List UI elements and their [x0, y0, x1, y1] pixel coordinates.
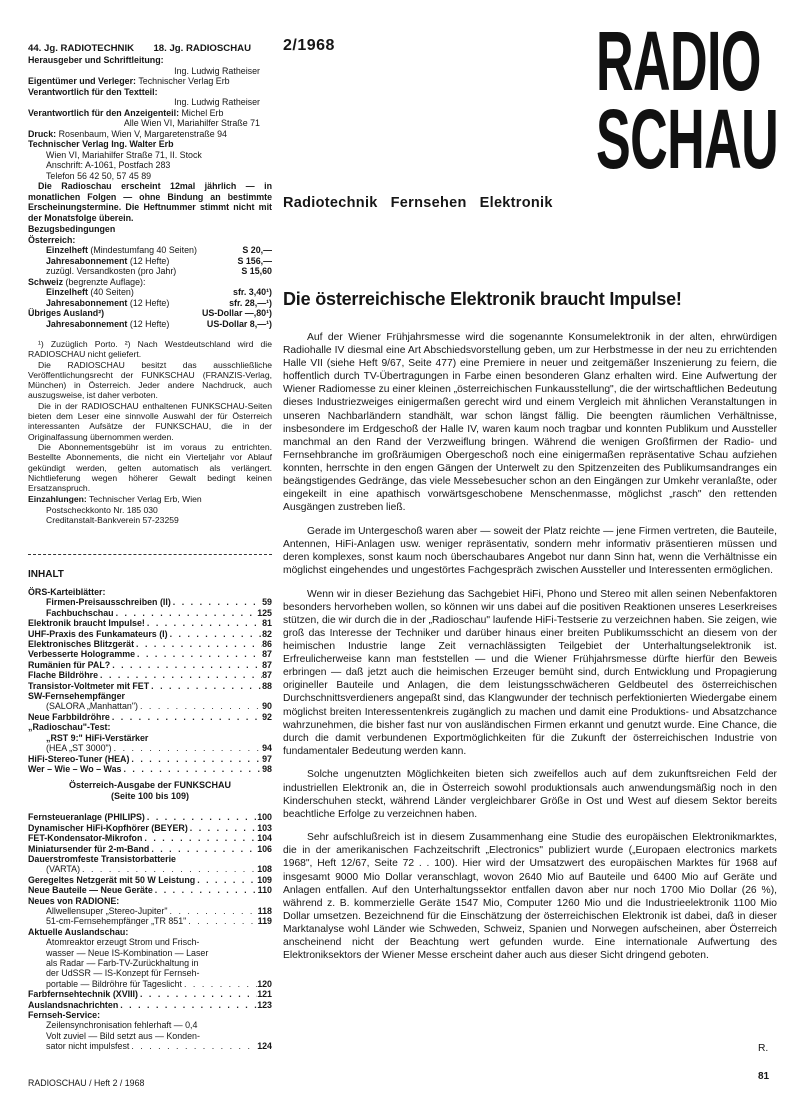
toc-entry: Dauerstromfeste Transistorbatterie [28, 853, 176, 864]
price-value: sfr. 3,40¹) [233, 287, 272, 297]
funkschau-heading-range: (Seite 100 bis 109) [110, 791, 190, 802]
toc-page: 82 [262, 628, 272, 639]
toc-page: 81 [262, 618, 272, 629]
price-value: S 20,— [242, 245, 272, 255]
article-headline: Die österreichische Elektronik braucht Impulse! [283, 289, 682, 309]
price-label: Einzelheft [46, 245, 88, 255]
price-note: (12 Hefte) [129, 255, 170, 266]
payments-line: Postscheckkonto Nr. 185 030 [46, 504, 158, 515]
journal-volume-line [28, 43, 278, 54]
funkschau-heading-line: Österreich-Ausgabe der FUNKSCHAU [68, 780, 232, 791]
logo-schau: SCHAU [596, 92, 779, 186]
region-swiss: Schweiz [28, 276, 64, 287]
masthead-label: Druck: [28, 128, 57, 139]
toc-page: 124 [257, 1041, 272, 1052]
masthead-label: Herausgeber und Schriftleitung: [28, 55, 164, 65]
toc-entry: Neue Bauteile — Neue Geräte [28, 885, 153, 896]
toc-page: 109 [257, 874, 272, 885]
toc-page: 110 [257, 885, 272, 896]
toc-entry: Neue Farbbildröhre [28, 711, 110, 722]
publisher-name: Technischer Verlag Ing. Walter Erb [28, 139, 174, 149]
masthead-value: Technischer Verlag Erb [138, 76, 230, 86]
toc-entry-sub: (HEA „ST 3000") [46, 743, 112, 754]
toc-entry: SW-Fernsehempfänger [28, 691, 125, 702]
masthead-label: Verantwortlich für den Anzeigenteil: [28, 107, 180, 118]
payments-line: Creditanstalt-Bankverein 57-23259 [46, 515, 179, 526]
toc-entry-sub: Volt zuviel — Bild setzt aus — Konden- [46, 1030, 200, 1041]
toc-page: 86 [262, 639, 272, 650]
toc-page: 94 [262, 743, 272, 754]
price-note: (Mindestumfang 40 Seiten) [90, 245, 197, 255]
toc-section: Neues von RADIONE: [28, 895, 120, 906]
publisher-postbox: Anschrift: A-1061, Postfach 283 [46, 160, 171, 170]
toc-entry: Fernsteueranlage (PHILIPS) [28, 812, 145, 823]
footer-issue: RADIOSCHAU / Heft 2 / 1968 [28, 1078, 145, 1088]
toc-entry: Farbfernsehtechnik (XVIII) [28, 989, 138, 1000]
radioschau-logo [596, 14, 779, 212]
journal-left: 44. Jg. RADIOTECHNIK [28, 43, 135, 54]
toc-section: ÖRS-Karteiblätter: [28, 587, 106, 597]
article-paragraph: Solche ungenutzten Möglichkeiten bieten sich zweifellos auch auf dem zukunftsreichen Feld der industriellen Elektronik an, die in Österreich sowohl produktionsals auch anwendungsmäßig noch in den Kinderschuhen steckt, während Länder vergleichbarer Größe in Ost und West auf diesem Sektor bereits beachtliche Erfolge zu verzeichnen haben. [283, 769, 777, 820]
toc-page: 87 [262, 670, 272, 681]
price-value: S 156,— [237, 255, 272, 266]
footnote: Die RADIOSCHAU besitzt das ausschließliche Veröffentlichungsrecht der FUNKSCHAU (FRANZIS-Verlag, München) in Österreich. Jeder andere Nachdruck, auch auszugsweise, ist daher verboten. [28, 359, 272, 401]
masthead-value: Ing. Ludwig Ratheiser [174, 97, 260, 107]
toc-entry: FET-Kondensator-Mikrofon [28, 833, 143, 844]
masthead-value: Rosenbaum, Wien V, Margaretenstraße 94 [58, 128, 227, 139]
toc-page: 92 [262, 711, 272, 722]
footnote: ¹) Zuzüglich Porto. ²) Nach Westdeutschland wird die RADIOSCHAU nicht geliefert. [28, 339, 272, 360]
logo-radio: RADIO [596, 14, 761, 108]
subscription-terms [28, 224, 272, 329]
toc-page: 108 [257, 864, 272, 875]
masthead-label: Verantwortlich für den Textteil: [28, 86, 158, 97]
toc-page: 97 [262, 753, 272, 764]
toc-page: 104 [257, 833, 272, 844]
toc-entry: HiFi-Stereo-Tuner (HEA) [28, 753, 130, 764]
region-note: (begrenzte Auflage): [65, 276, 146, 287]
toc-entry: Elektronik braucht Impulse! [28, 618, 145, 629]
article-body [283, 331, 777, 962]
payments-value: Technischer Verlag Erb, Wien [88, 494, 202, 505]
publisher-address: Wien VI, Mariahilfer Straße 71, II. Stock [46, 149, 202, 160]
toc-entry-sub: sator nicht impulsfest [46, 1041, 130, 1052]
toc-entry: Flache Bildröhre [28, 670, 99, 681]
toc-page: 123 [257, 999, 272, 1010]
region-austria: Österreich: [28, 234, 76, 245]
toc-entry-sub: 51-cm-Fernsehempfänger „TR 851" [46, 916, 187, 927]
toc-entry-sub: wasser — Neue IS-Kombination — Laser [46, 947, 209, 958]
page-number: 81 [758, 1071, 770, 1082]
toc-entry: Firmen-Preisausschreiben (II) [46, 597, 171, 608]
toc-entry: Wer – Wie – Wo – Was [28, 763, 122, 774]
issue-number: 2/1968 [283, 37, 335, 54]
legal-notes [28, 339, 272, 525]
toc-section: Fernseh-Service: [28, 1010, 101, 1021]
price-value: sfr. 28,—¹) [229, 297, 272, 308]
publisher-phone: Telefon 56 42 50, 57 45 89 [46, 170, 152, 181]
region-abroad: Übriges Ausland²) [28, 308, 105, 318]
toc-entry: UHF-Praxis des Funkamateurs (I) [28, 628, 168, 639]
toc-page: 103 [257, 822, 272, 833]
publication-notice: Die Radioschau erscheint 12mal jährlich — in monatlichen Folgen — ohne Bindung an bestimmte Erscheinungstermine. Die Heftnummer stimmt nicht mit der Monatsfolge überein. [28, 181, 272, 223]
price-value: US-Dollar —,80¹) [201, 308, 272, 318]
funkschau-section-heading [28, 780, 272, 802]
toc-entry-sub: portable — Bildröhre für Tageslicht [46, 978, 182, 989]
toc-page: 100 [257, 812, 272, 823]
toc-section: „Radioschau"-Test: [28, 722, 111, 733]
toc-page: 98 [262, 763, 272, 774]
price-label: Jahresabonnement [46, 255, 128, 266]
toc-page: 119 [257, 916, 272, 927]
toc-entry: Verbesserte Hologramme [28, 649, 136, 660]
toc-page: 87 [262, 659, 272, 670]
toc-entry: Transistor-Voltmeter mit FET [28, 680, 150, 691]
price-label: zuzügl. Versandkosten (pro Jahr) [46, 266, 177, 276]
toc-page: 118 [257, 905, 272, 916]
toc-entry: Auslandsnachrichten [28, 999, 119, 1010]
masthead [28, 55, 272, 223]
payments-label: Einzahlungen: [28, 494, 87, 505]
toc-entry: Dynamischer HiFi-Kopfhörer (BEYER) [28, 822, 188, 833]
tagline: Radiotechnik Fernsehen Elektronik [283, 195, 553, 211]
table-of-contents [28, 569, 272, 1052]
toc-page: 125 [257, 607, 272, 618]
toc-page: 121 [257, 989, 272, 1000]
toc-page: 106 [257, 843, 272, 854]
toc-section: Aktuelle Auslandschau: [28, 926, 129, 937]
toc-page: 120 [257, 978, 272, 989]
article-paragraph: Wenn wir in dieser Beziehung das Sachgebiet HiFi, Phono und Stereo mit allen seinen Nebenfaktoren besonders hervorheben wollen, so können wir uns dabei auf die positiven Reaktionen unseres Leserkreises stützen, die wir durch die in der „Radioschau" laufende HiFi-Testserie zu verzeichnen haben. Sie zeigen, wie groß das Interesse der Techniker und darüber hinaus einer breiten Publikumsschicht an diesem von der heimischen Industrie lange Zeit vernachlässigten Teilgebiet der Unterhaltungselektronik ist. Erfreulicherweise kann man feststellen — und die Wiener Frühjahrsmesse dürfte hierfür den Beweis erbringen — daß jetzt auch die heimischen Erzeuger bemüht sind, durch Entwicklung und Propagierung origineller Bauteile und Anlagen, die dem leistungsschwächeren Geldbeutel des österreichischen Durchschnittsverdieners angepaßt sind, das Klangwunder der technisch perfektionierten Wiedergabe einem möglichst breiten Interessentenkreis zugänglich zu machen und damit eine Produktions- und Absatzchance wahrzunehmen, die bisher fast nur von ausländischen Firmen erkannt und genutzt wurde. Eine Chance, die durch die damit verbundenen Exportmöglichkeiten für die Zukunft der österreichischen Industrie von fundamentaler Bedeutung werden kann. [283, 588, 777, 757]
article-paragraph: Gerade im Untergeschoß waren aber — soweit der Platz reichte — jene Firmen vertreten, die Bauteile, Antennen, HiFi-Anlagen usw. weniger repräsentativ, sondern mehr informativ präsentieren müssen und deren komplexes, sonst kaum noch überschaubares Angebot nur dann Sinn hat, wenn die Verhältnisse ein möglichst eingehendes und ungestörtes Fachgespräch zwischen Aussteller und Interessenten ermöglichen. [283, 525, 777, 577]
price-label: Jahresabonnement [46, 318, 128, 329]
masthead-value: Ing. Ludwig Ratheiser [174, 65, 260, 76]
toc-page: 59 [262, 597, 272, 608]
price-value: S 15,60 [241, 266, 272, 276]
toc-heading: INHALT [28, 569, 64, 580]
price-label: Jahresabonnement [46, 297, 128, 308]
toc-entry-sub: (VARTA) [46, 864, 81, 875]
toc-page: 90 [262, 701, 272, 712]
price-value: US-Dollar 8,—¹) [206, 318, 272, 329]
toc-entry-sub: Atomreaktor erzeugt Strom und Frisch- [46, 937, 200, 948]
masthead-value: Alle Wien VI, Mariahilfer Straße 71 [123, 118, 260, 128]
masthead-label: Eigentümer und Verleger: [28, 76, 137, 86]
toc-entry: Fachbuchschau [46, 607, 114, 618]
toc-page: 88 [262, 680, 272, 691]
subscription-heading: Bezugsbedingungen [28, 224, 116, 234]
toc-entry: Elektronisches Blitzgerät [28, 639, 135, 650]
article-paragraph: Sehr aufschlußreich ist in diesem Zusammenhang eine Studie des europäischen Elektronikmarktes, die in der amerikanischen Fachzeitschrift „Electronics" publiziert wurde („Europaen electronics markets 1968", Heft 12/67, Seite 72 . . 100). Hier wird der Umsatzwert des europäischen Marktes für 1968 auf insgesamt 9000 Mio Dollar veranschlagt, wovon 2640 Mio auf Bauteile und 6400 Mio auf Geräte und Anlagen entfallen. Auf den Unterhaltungssektor entfallen davon aber nur noch 1700 Mio Dollar (26 %), während z. B. kommerzielle Geräte 1547 Mio, Computer 1260 Mio und die Industrieelektronik 1100 Mio Dollar umsetzen. Bezeichnend für die Einschätzung der österreichischen Elektronik ist dabei, daß in dieser Marktanalyse wohl Länder wie Schweden, Schweiz, Spanien und Norwegen aufscheinen, aber Österreich anscheinend nicht der Beachtung wert gefunden wurde. Eine internationale Aufwertung des Elektroniksektors der Wiener Messe erscheint daher auch aus dieser Sicht dringend geboten. [283, 832, 777, 962]
toc-entry-sub: der UdSSR — IS-Konzept für Fernseh- [46, 968, 200, 979]
article-paragraph: Auf der Wiener Frühjahrsmesse wird die sogenannte Konsumelektronik in der alten, ehrwürdigen Radiohalle IV diesmal eine Art Abschiedsvorstellung geben, um zur Herbstmesse in der neu zu errichtenden Halle VII (siehe Heft 9/67, Seite 477) eine Premiere in neuer und zeitgemäßer Inszenierung zu feiern, die hoffentlich durch TV-Übertragungen in Farbe einen besonderen Glanz erhalten wird. Eine Aufwertung der Wiener Radiomesse zu einer kleinen „österreichischen Funkausstellung", die der wirtschaftlichen Bedeutung dieses Industriezweiges einigermaßen gerecht wird und einem Vergleich mit ähnlichen Veranstaltungen in unseren Nachbarländern standhält, war schon längst fällig. Die beengten räumlichen Verhältnisse, insbesondere im Erdgeschoß der Halle IV, waren kaum noch tragbar und konnten Publikum und Aussteller manchmal an den Rand der Verzweiflung bringen. Während die wenigen Großfirmen der Radio- und Fernsehbranche im großräumigen Obergeschoß noch eine einigermaßen repräsentative Schau aufziehen konnten, herrschte in den engen Gängen der Unterwelt zu den Spitzenzeiten des Publikumsandranges ein beängstigendes Gedränge, das viele Messebesucher schon an den Eingängen zur Umkehr veranlaßte, oder eingekeilt in eine apathisch vorwärtsgeschobene Menschenmasse, möglichst „rasch" den rettenden Ausgängen zustreben ließ. [283, 332, 777, 514]
toc-entry: „RST 9:" HiFi-Verstärker [46, 732, 149, 743]
toc-entry: Miniatursender für 2-m-Band [28, 843, 150, 854]
toc-entry: Geregeltes Netzgerät mit 50 W Leistung [28, 874, 196, 885]
column-divider [28, 554, 272, 555]
toc-entry-sub: Allwellensuper „Stereo-Jupiter" [46, 905, 168, 916]
toc-page: 87 [262, 649, 272, 660]
price-note: (12 Hefte) [129, 318, 170, 329]
price-note: (40 Seiten) [90, 287, 134, 297]
footnote: Die Abonnementsgebühr ist im voraus zu entrichten. Bestellte Abonnements, die nicht ein Vierteljahr vor Ablauf gekündigt werden, gelten automatisch als verlängert. Nichtlieferung wegen höherer Gewalt bedingt keinen Ersatzanspruch. [28, 441, 272, 494]
toc-entry-sub: (SALORA „Manhattan") [46, 701, 138, 712]
author-initial: R. [758, 1043, 769, 1054]
toc-entry: Rumänien für PAL? [28, 659, 111, 670]
journal-right: 18. Jg. RADIOSCHAU [153, 43, 251, 54]
toc-entry-sub: als Radar — Farb-TV-Zurückhaltung in [46, 958, 199, 968]
footnote: Die in der RADIOSCHAU enthaltenen FUNKSCHAU-Seiten bieten dem Leser eine sinnvolle Auswahl der für Österreich interessanten Aufsätze der FUNKSCHAU, die in der Originalfassung übernommen werden. [28, 400, 272, 442]
masthead-value: Michel Erb [181, 107, 224, 118]
toc-entry-sub: Zeilensynchronisation fehlerhaft — 0,4 [46, 1020, 198, 1031]
price-note: (12 Hefte) [129, 297, 170, 308]
price-label: Einzelheft [46, 287, 88, 297]
